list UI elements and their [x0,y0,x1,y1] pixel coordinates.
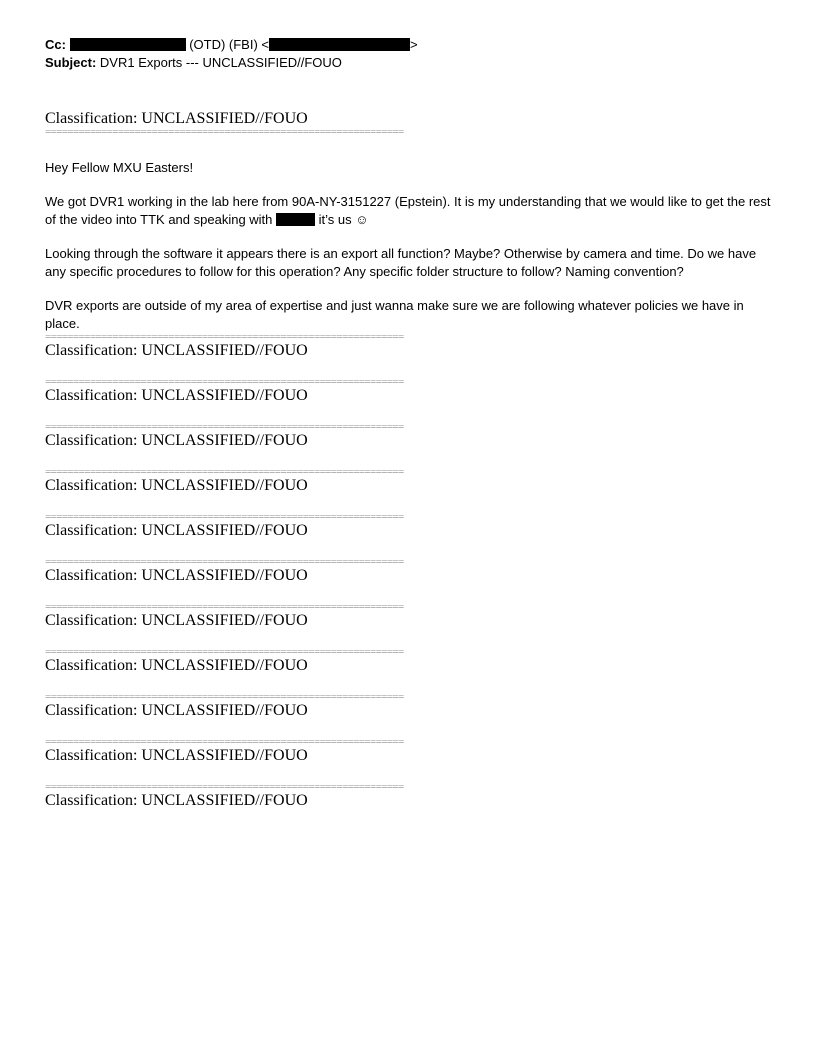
classification-label: Classification: UNCLASSIFIED//FOUO [45,612,308,629]
classification-block [45,603,775,630]
classification-footer [45,333,775,810]
cc-end: > [410,37,418,52]
separator-rule: ================================================================ [45,693,404,702]
classification-block [45,738,775,765]
classification-block [45,648,775,675]
paragraph-1 [45,193,775,229]
separator-rule: ================================================================ [45,783,404,792]
greeting: Hey Fellow MXU Easters! [45,160,194,175]
cc-line [45,36,775,54]
classification-label: Classification: UNCLASSIFIED//FOUO [45,567,308,584]
redaction-box [70,38,186,51]
classification-block [45,513,775,540]
classification-label: Classification: UNCLASSIFIED//FOUO [45,522,308,539]
paragraph-3: DVR exports are outside of my area of expertise and just wanna make sure we are following whatever policies we have in place. [45,298,744,331]
classification-label: Classification: UNCLASSIFIED//FOUO [45,792,308,809]
subject-line [45,54,775,72]
redaction-box [276,213,315,226]
separator-rule: ================================================================ [45,738,404,747]
classification-label: Classification: UNCLASSIFIED//FOUO [45,747,308,764]
classification-block [45,693,775,720]
classification-block [45,783,775,810]
classification-label: Classification: UNCLASSIFIED//FOUO [45,702,308,719]
classification-block [45,558,775,585]
paragraph-1-text: We got DVR1 working in the lab here from 90A-NY-3151227 (Epstein). It is my understanding that we would like to get the rest of the video into TTK and speaking with [45,194,771,227]
separator-rule: ================================================================ [45,333,404,342]
paragraph-1-end: it’s us ☺ [318,212,369,227]
separator-rule: ================================================================ [45,378,404,387]
separator-rule: ================================================================ [45,648,404,657]
separator-rule: ================================================================ [45,423,404,432]
paragraph-2: Looking through the software it appears there is an export all function? Maybe? Otherwise by camera and time. Do we have any specific procedures to follow for this operation? Any specific folder structure to follow? Naming convention? [45,246,757,279]
separator-rule: ================================================================ [45,468,404,477]
cc-org: (OTD) (FBI) < [189,37,269,52]
subject-label: Subject: [45,55,97,70]
classification-block [45,333,775,360]
subject-value: DVR1 Exports --- UNCLASSIFIED//FOUO [99,55,342,70]
classification-block [45,423,775,450]
classification-label: Classification: UNCLASSIFIED//FOUO [45,432,308,449]
cc-label: Cc: [45,37,66,52]
classification-label: Classification: UNCLASSIFIED//FOUO [45,342,308,359]
separator-rule: ================================================================ [45,603,404,612]
separator-rule: ================================================================ [45,558,404,567]
classification-label: Classification: UNCLASSIFIED//FOUO [45,477,308,494]
separator-rule: ================================================================ [45,128,404,137]
classification-top: Classification: UNCLASSIFIED//FOUO [45,110,308,127]
classification-block [45,468,775,495]
classification-label: Classification: UNCLASSIFIED//FOUO [45,387,308,404]
classification-label: Classification: UNCLASSIFIED//FOUO [45,657,308,674]
redaction-box [269,38,410,51]
email-document [45,36,775,810]
separator-rule: ================================================================ [45,513,404,522]
classification-block [45,378,775,405]
